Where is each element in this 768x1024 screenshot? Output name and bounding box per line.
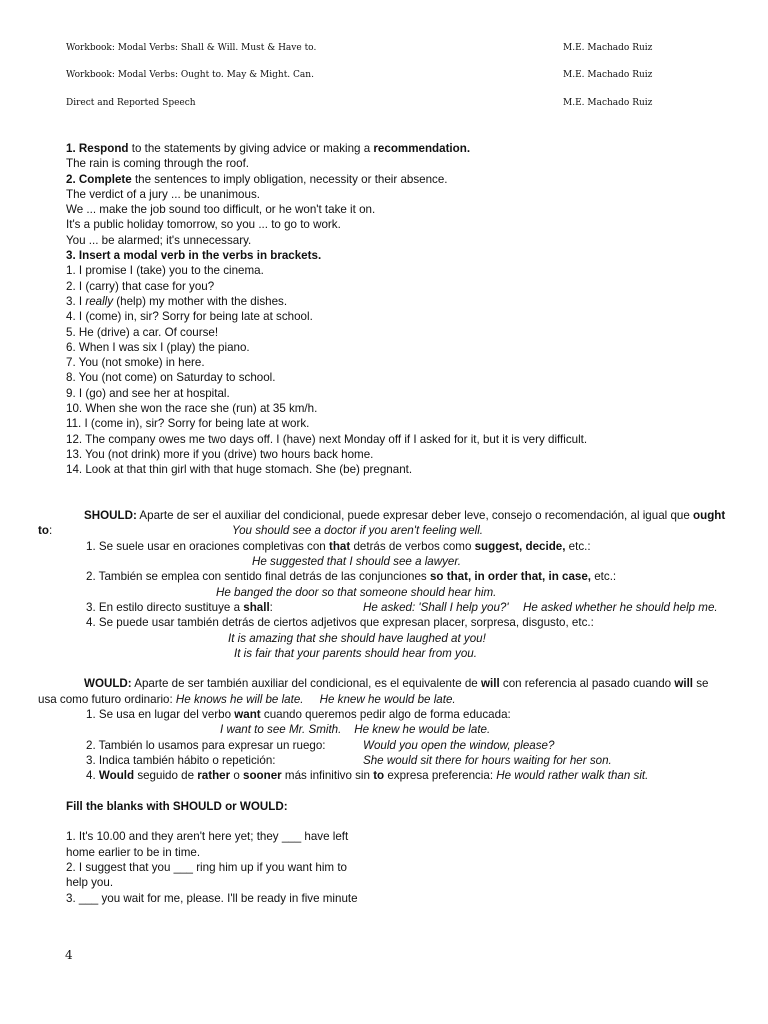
exercise-3-item: 1. I promise I (take) you to the cinema.	[66, 264, 264, 278]
should-intro-line2: to: You should see a doctor if you aren't feeling well.	[38, 524, 483, 538]
header-title-1: Workbook: Modal Verbs: Shall & Will. Must & Have to.	[66, 43, 317, 53]
should-intro: SHOULD: Aparte de ser el auxiliar del condicional, puede expresar deber leve, consejo o recomendación, al igual que ought	[84, 509, 726, 523]
should-point-3-example-2: He asked whether he should help me.	[523, 600, 718, 614]
exercise-3-instruction: 3. Insert a modal verb in the verbs in brackets.	[66, 249, 322, 263]
exercise-3-item: 9. I (go) and see her at hospital.	[66, 386, 230, 400]
would-point-2-example: Would you open the window, please?	[363, 738, 555, 752]
exercise-2-item: You ... be alarmed; it's unnecessary.	[66, 233, 252, 247]
exercise-3-item: 10. When she won the race she (run) at 35 km/h.	[66, 402, 318, 416]
would-point-1: 1. Se usa en lugar del verbo want cuando queremos pedir algo de forma educada:	[86, 707, 511, 721]
would-intro: WOULD: Aparte de ser también auxiliar del condicional, es el equivalente de will con referencia al pasado cuando will se	[84, 677, 709, 691]
should-point-2-example: He banged the door so that someone should hear him.	[216, 585, 497, 599]
header-title-3: Direct and Reported Speech	[66, 98, 196, 108]
would-point-4: 4. Would seguido de rather o sooner más infinitivo sin to expresa preferencia: He would rather walk than sit.	[86, 769, 649, 783]
header-title-2: Workbook: Modal Verbs: Ought to. May & Might. Can.	[66, 70, 314, 80]
header-author-3: M.E. Machado Ruiz	[563, 98, 653, 108]
exercise-3-item: 8. You (not come) on Saturday to school.	[66, 371, 276, 385]
would-point-1-example: I want to see Mr. Smith. He knew he would be late.	[220, 723, 491, 737]
fill-title: Fill the blanks with SHOULD or WOULD:	[66, 799, 288, 813]
exercise-3-item: 3. I really (help) my mother with the dishes.	[66, 294, 288, 308]
exercise-3-item: 4. I (come) in, sir? Sorry for being late at school.	[66, 310, 313, 324]
exercise-3-item: 11. I (come in), sir? Sorry for being late at work.	[66, 417, 310, 431]
would-point-2: 2. También lo usamos para expresar un ruego: Would you open the window, please?	[86, 738, 555, 752]
exercise-2-item: The verdict of a jury ... be unanimous.	[66, 187, 260, 201]
should-point-1-example: He suggested that I should see a lawyer.	[252, 555, 462, 569]
would-intro-line2: usa como futuro ordinario: He knows he will be late. He knew he would be late.	[38, 692, 456, 706]
exercise-3-item: 6. When I was six I (play) the piano.	[66, 340, 250, 354]
exercise-3-item: 7. You (not smoke) in here.	[66, 356, 205, 370]
exercise-3-item: 12. The company owes me two days off. I (have) next Monday off if I asked for it, but it is very difficult.	[66, 432, 588, 446]
fill-item-3: 3. ___ you wait for me, please. I'll be ready in five minute	[66, 891, 358, 905]
should-intro-example: You should see a doctor if you aren't feeling well.	[232, 524, 483, 538]
exercise-3-item: 5. He (drive) a car. Of course!	[66, 325, 219, 339]
should-point-2: 2. También se emplea con sentido final detrás de las conjunciones so that, in order that, in case, etc.:	[86, 570, 617, 584]
exercise-1-instruction: 1. Respond to the statements by giving advice or making a recommendation.	[66, 142, 471, 155]
fill-item-2: 2. I suggest that you ___ ring him up if you want him to help you.	[66, 860, 347, 890]
should-point-4-example-1: It is amazing that she should have laughed at you!	[228, 631, 486, 645]
exercise-3-item: 2. I (carry) that case for you?	[66, 279, 215, 293]
document-body	[38, 141, 746, 906]
should-point-1: 1. Se suele usar en oraciones completivas con that detrás de verbos como suggest, decide, etc.:	[86, 539, 591, 553]
exercise-1-sentence: The rain is coming through the roof.	[66, 157, 250, 171]
fill-item-1: 1. It's 10.00 and they aren't here yet; they ___ have left home earlier to be in time.	[66, 830, 349, 859]
exercise-3-item: 13. You (not drink) more if you (drive) two hours back home.	[66, 447, 374, 461]
would-point-3: 3. Indica también hábito o repetición: She would sit there for hours waiting for her son.	[86, 753, 612, 767]
should-point-3: 3. En estilo directo sustituye a shall: He asked: 'Shall I help you?' He asked whether he should help me.	[86, 600, 718, 614]
page-number: 4	[65, 948, 73, 962]
exercise-2-instruction: 2. Complete the sentences to imply obligation, necessity or their absence.	[66, 172, 448, 186]
should-point-4: 4. Se puede usar también detrás de ciertos adjetivos que expresan placer, sorpresa, disgusto, etc.:	[86, 616, 594, 630]
should-point-4-example-2: It is fair that your parents should hear from you.	[234, 646, 477, 660]
exercise-2-item: It's a public holiday tomorrow, so you ... to go to work.	[66, 218, 341, 232]
header-author-2: M.E. Machado Ruiz	[563, 70, 653, 80]
exercise-2-item: We ... make the job sound too difficult, or he won't take it on.	[66, 203, 376, 217]
exercise-3-item: 14. Look at that thin girl with that huge stomach. She (be) pregnant.	[66, 463, 413, 477]
would-point-3-example: She would sit there for hours waiting for her son.	[363, 753, 612, 767]
should-point-3-example-1: He asked: 'Shall I help you?'	[363, 600, 509, 614]
header-author-1: M.E. Machado Ruiz	[563, 43, 653, 53]
